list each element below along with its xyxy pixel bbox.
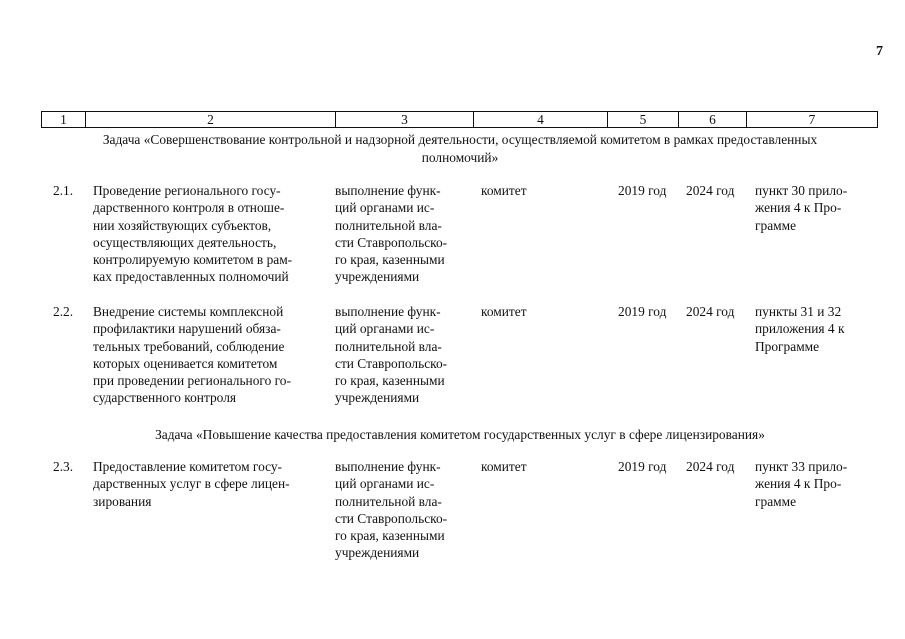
column-3-number: 3 bbox=[336, 112, 474, 128]
row-number: 2.3. bbox=[53, 459, 74, 474]
section-title-licensing: Задача «Повышение качества предоставления комитетом государственных услуг в сфере лицензирования» bbox=[155, 427, 765, 442]
end-year: 2024 год bbox=[686, 459, 735, 474]
column-2-number: 2 bbox=[86, 112, 336, 128]
section-title-control: Задача «Совершенствование контрольной и надзорной деятельности, осуществляемой комитетом в рамках предоставленных полномочий» bbox=[102, 132, 818, 165]
start-year: 2019 год bbox=[618, 183, 667, 198]
row-number: 2.2. bbox=[53, 304, 74, 319]
activity-description: Проведение регионального госу- дарственного контроля в отноше- нии хозяйствующих субъектов, осуществляющих деятельность, контролируемую комитетом в рам- ках предоставленных полномочий bbox=[93, 183, 293, 285]
start-year: 2019 год bbox=[618, 459, 667, 474]
program-reference: пункты 31 и 32 приложения 4 к Программе bbox=[755, 304, 845, 354]
responsible-executor: комитет bbox=[481, 459, 527, 474]
responsible-executor: комитет bbox=[481, 304, 527, 319]
row-number: 2.1. bbox=[53, 183, 74, 198]
execution-method: выполнение функ- ций органами ис- полнительной вла- сти Ставропольско- го края, казенными учреждениями bbox=[335, 459, 448, 561]
execution-method: выполнение функ- ций органами ис- полнительной вла- сти Ставропольско- го края, казенными учреждениями bbox=[335, 183, 448, 285]
start-year: 2019 год bbox=[618, 304, 667, 319]
column-4-number: 4 bbox=[474, 112, 608, 128]
column-number-header bbox=[41, 111, 878, 128]
activity-description: Внедрение системы комплексной профилактики нарушений обяза- тельных требований, соблюдение которых оценивается комитетом при проведении регионального го- сударственного контроля bbox=[93, 304, 291, 406]
page-number: 7 bbox=[876, 44, 883, 59]
program-reference: пункт 33 прило- жения 4 к Про- грамме bbox=[755, 459, 848, 509]
program-reference: пункт 30 прило- жения 4 к Про- грамме bbox=[755, 183, 848, 233]
column-1-number: 1 bbox=[42, 112, 86, 128]
column-6-number: 6 bbox=[679, 112, 747, 128]
end-year: 2024 год bbox=[686, 304, 735, 319]
column-7-number: 7 bbox=[747, 112, 878, 128]
responsible-executor: комитет bbox=[481, 183, 527, 198]
end-year: 2024 год bbox=[686, 183, 735, 198]
column-5-number: 5 bbox=[608, 112, 679, 128]
activity-description: Предоставление комитетом госу- дарственных услуг в сфере лицен- зирования bbox=[93, 459, 290, 509]
execution-method: выполнение функ- ций органами ис- полнительной вла- сти Ставропольско- го края, казенными учреждениями bbox=[335, 304, 448, 406]
